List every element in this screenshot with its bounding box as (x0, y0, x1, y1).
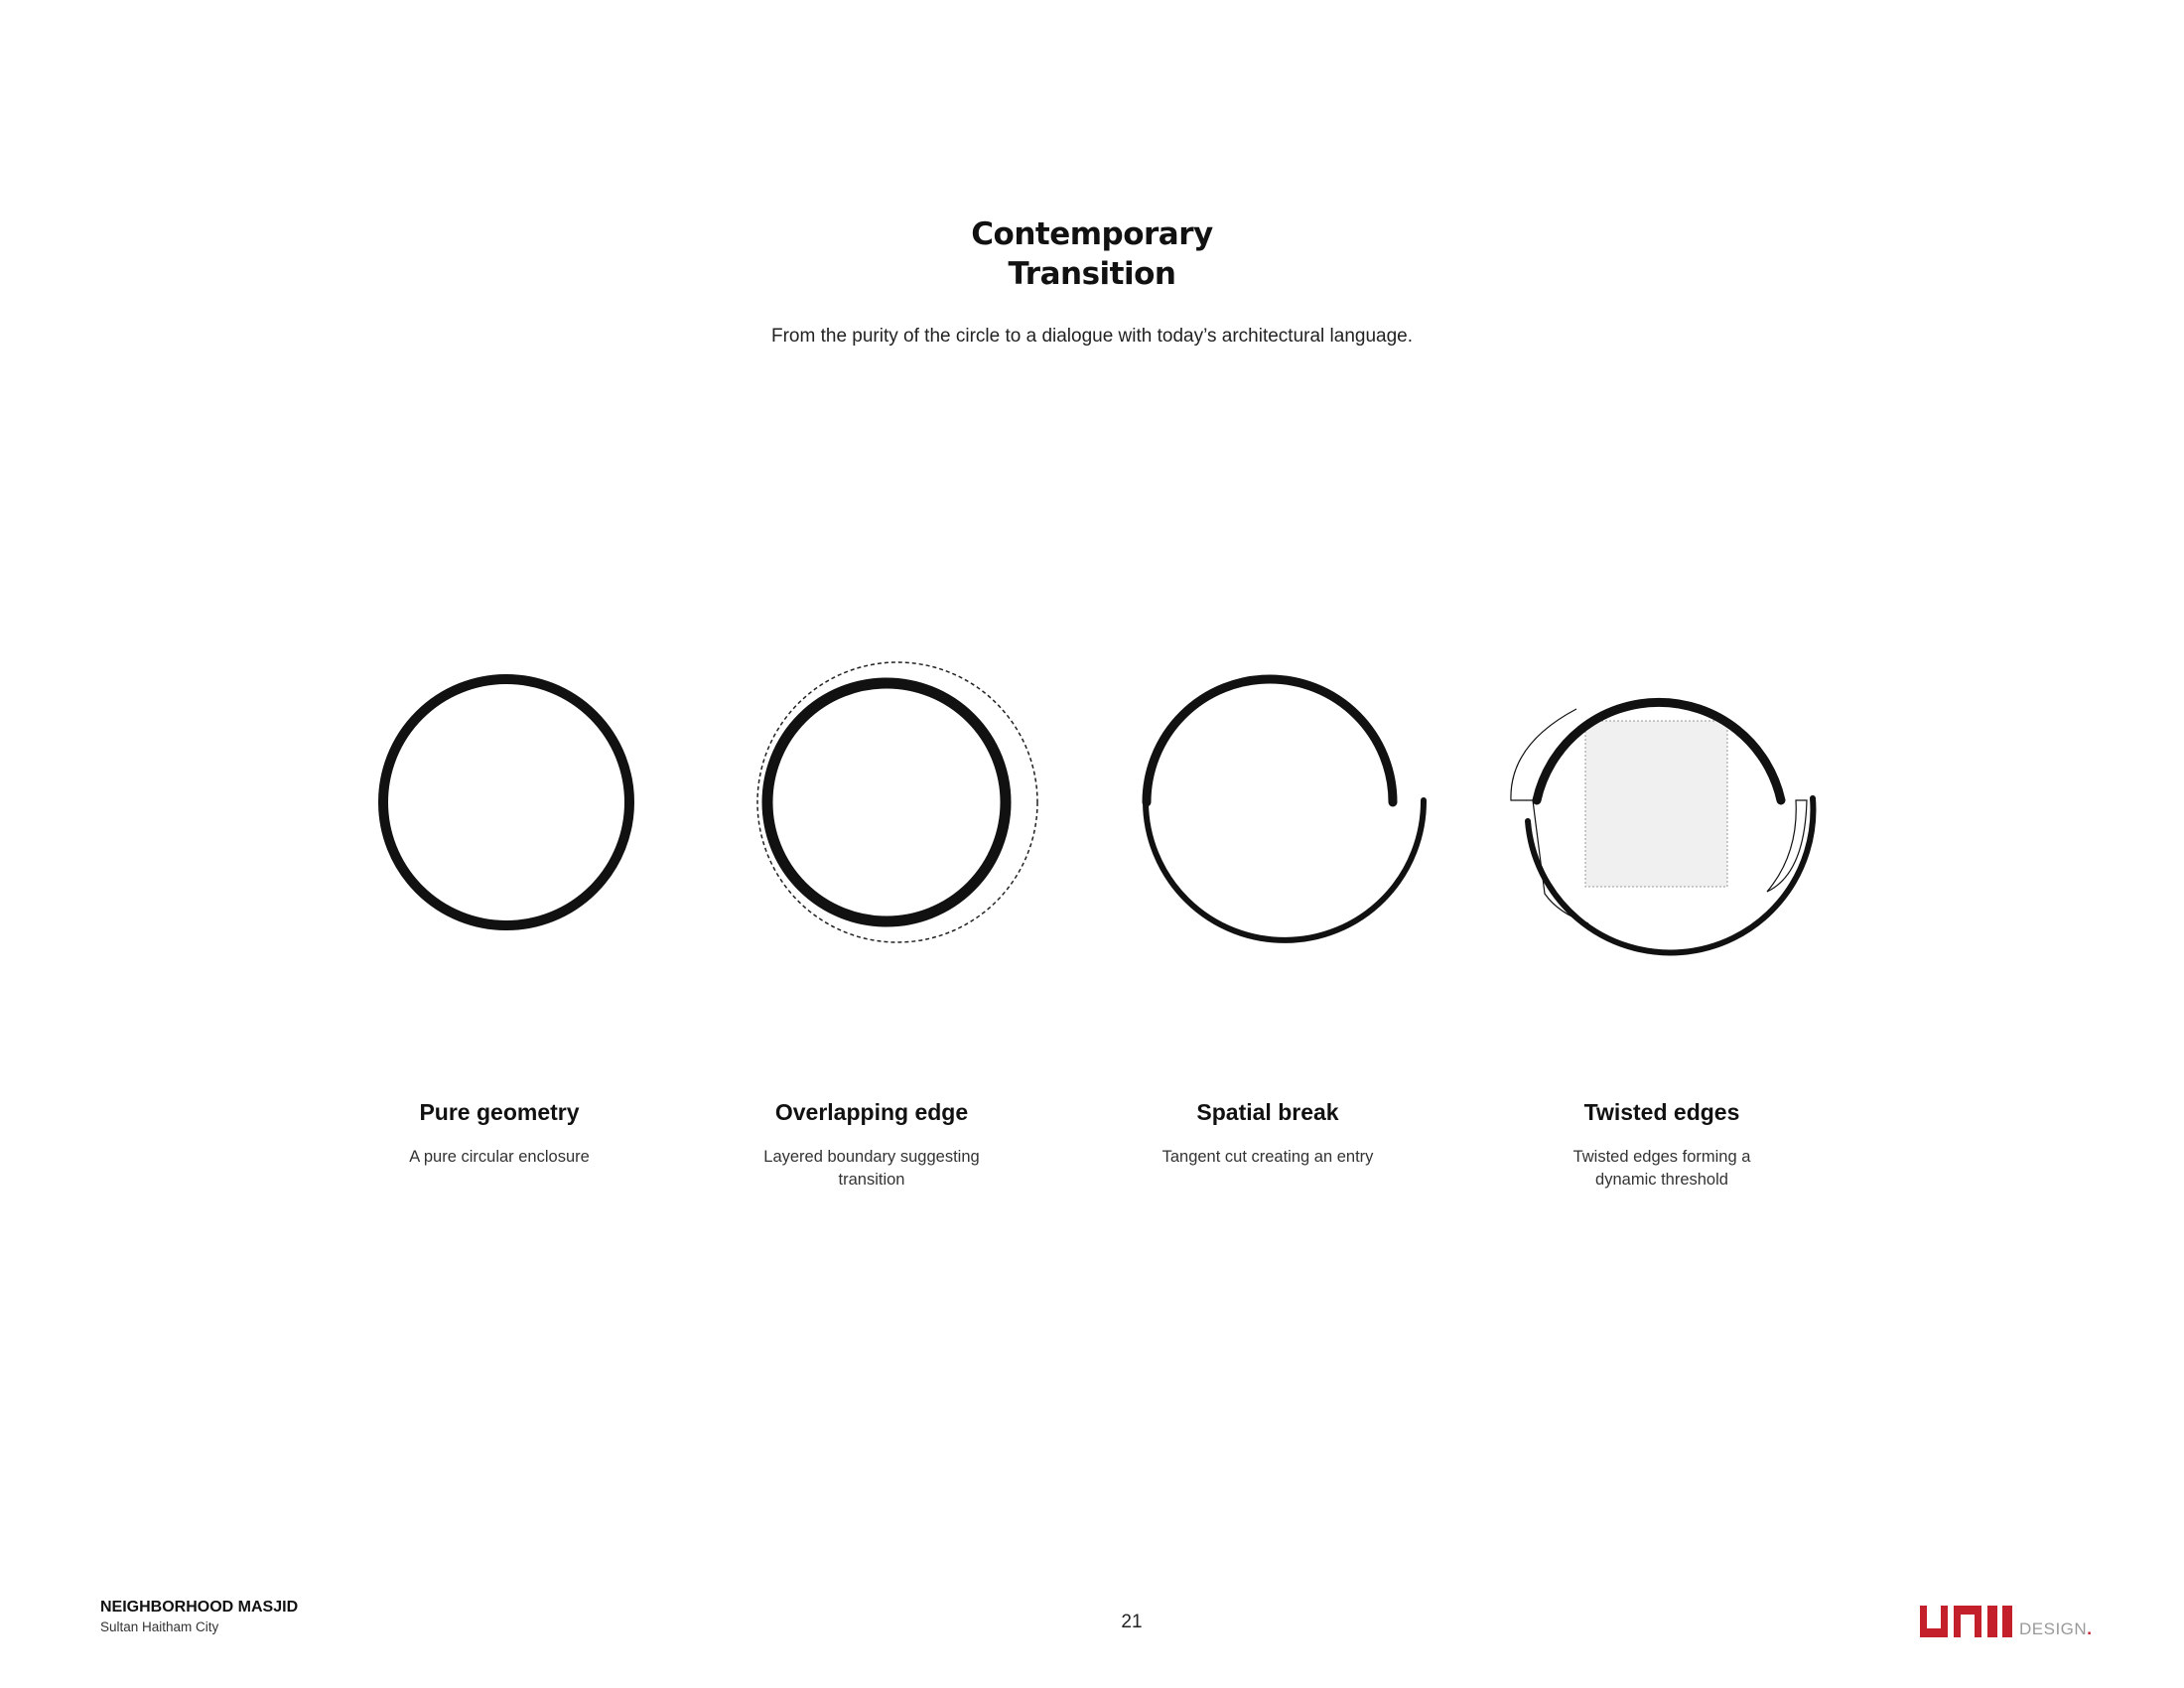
concept-description: A pure circular enclosure (409, 1148, 590, 1166)
concept-description: Tangent cut creating an entry (1161, 1148, 1374, 1166)
concept-description: Twisted edges forming a dynamic threshold (1572, 1148, 1751, 1189)
page-title-line-1: Contemporary (971, 216, 1213, 252)
concept-description: Layered boundary suggesting transition (763, 1148, 980, 1189)
concept-name: Pure geometry (419, 1099, 580, 1125)
solid-circle-icon (383, 679, 629, 925)
page-subtitle: From the purity of the circle to a dialogue with today’s architectural language. (771, 326, 1413, 347)
concept-name: Spatial break (1196, 1099, 1339, 1125)
concept-card-spatial-break (1069, 1098, 1466, 1169)
footer-project-title: NEIGHBORHOOD MASJID (100, 1599, 299, 1616)
concept-card-pure-geometry (301, 1098, 698, 1169)
concept-card-twisted-edges (1463, 1098, 1860, 1192)
page-title-line-2: Transition (1008, 256, 1176, 292)
offset-circle-icon (757, 662, 1037, 942)
brand-logo (1920, 1606, 2099, 1641)
brand-logo-word: DESIGN. (2019, 1619, 2093, 1638)
concept-name: Overlapping edge (774, 1099, 969, 1125)
page-number: 21 (1121, 1612, 1143, 1632)
footer-project-location: Sultan Haitham City (100, 1619, 219, 1634)
brand-logo-mark-icon (1920, 1606, 2015, 1637)
twisted-circle-icon (1511, 702, 1814, 952)
broken-circle-icon (1146, 679, 1424, 940)
concept-name: Twisted edges (1583, 1099, 1740, 1125)
concept-card-overlapping-edge (673, 1098, 1070, 1192)
